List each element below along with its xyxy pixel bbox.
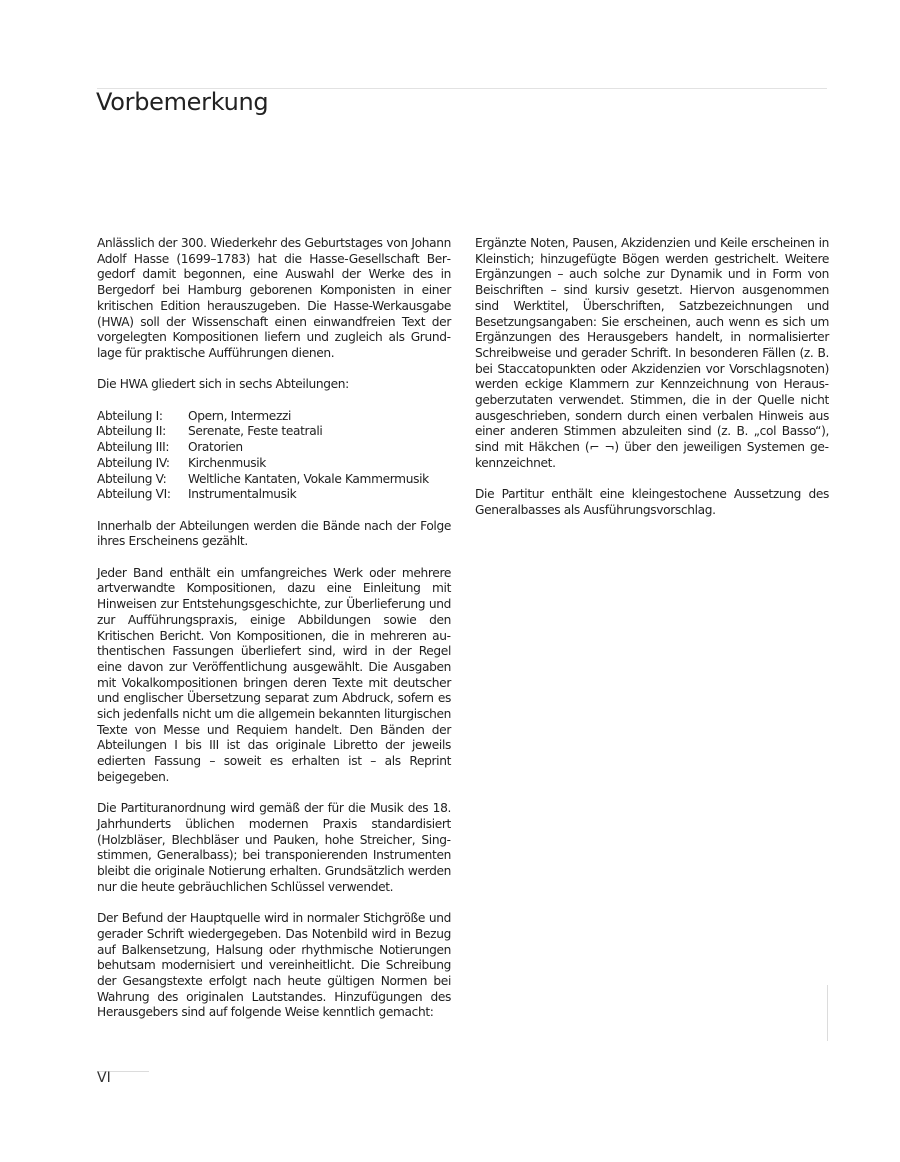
division-row bbox=[97, 472, 451, 488]
divisions-list bbox=[97, 409, 451, 503]
main-source-paragraph: Der Befund der Hauptquelle wird in normaler Stichgröße und gerader Schrift wiedergegeben. Das Notenbild wird in Bezug auf Balkensetzung, Halsung oder rhythmische Notierungen behutsam modernisiert und vereinheitlicht. Die Schreibung der Gesangstexte erfolgt nach heute gültigen Normen bei Wahrung des originalen Lautstandes. Hinzufügungen des Herausgebers sind auf folgende Weise kenntlich gemacht: bbox=[97, 911, 451, 1020]
division-row bbox=[97, 440, 451, 456]
score-order-paragraph: Die Partituranordnung wird gemäß der für die Musik des 18. Jahrhunderts üblichen modernen Praxis standardisiert (Holzbläser, Blechbläser und Pauken, hohe Streicher, Singstimmen, Generalbass); bei transponierenden Instrumenten bleibt die originale Notierung erhalten. Grundsätzlich werden nur die heute gebräuchlichen Schlüssel verwendet. bbox=[97, 801, 451, 894]
division-label: Abteilung III: bbox=[97, 440, 170, 455]
right-column bbox=[475, 236, 829, 534]
division-row bbox=[97, 456, 451, 472]
left-column bbox=[97, 236, 451, 1037]
division-value: Instrumentalmusik bbox=[188, 487, 297, 502]
division-label: Abteilung VI: bbox=[97, 487, 171, 502]
division-label: Abteilung IV: bbox=[97, 455, 170, 470]
division-row bbox=[97, 487, 451, 503]
margin-rule bbox=[827, 985, 828, 1041]
volume-numbering-paragraph: Innerhalb der Abteilungen werden die Bände nach der Folge ihres Erscheinens gezählt. bbox=[97, 518, 451, 549]
division-label: Abteilung V: bbox=[97, 471, 167, 486]
page-number: VI bbox=[97, 1070, 111, 1086]
division-label: Abteilung I: bbox=[97, 408, 163, 423]
division-value: Serenate, Feste teatrali bbox=[188, 424, 323, 439]
division-value: Opern, Intermezzi bbox=[188, 408, 292, 423]
page-title: Vorbemerkung bbox=[96, 88, 269, 116]
division-value: Kirchenmusik bbox=[188, 455, 266, 470]
division-row bbox=[97, 424, 451, 440]
additions-paragraph: Ergänzte Noten, Pausen, Akzidenzien und Keile erscheinen in Kleinstich; hinzugefügte Bögen werden gestrichelt. Weitere Ergänzungen – auch solche zur Dynamik und in Form von Beischriften – sind kursiv gesetzt. Hiervon ausgenommen sind Werktitel, Überschriften, Satzbezeichnungen und Besetzungsangaben: Sie erscheinen, auch wenn es sich um Ergänzungen des Herausgebers handelt, in normalisierter Schreibweise und gerader Schrift. In besonderen Fällen (z. B. bei Staccatopunkten oder Akzidenzien vor Vorschlagsnoten) werden eckige Klammern zur Kennzeichnung von Herausgeberzutaten verwendet. Stimmen, die in der Quelle nicht ausgeschrieben, sondern durch einen verbalen Hinweis aus einer anderen Stimmen abzuleiten sind (z. B. „col Basso“), sind mit Häkchen (⌐ ¬) über den jeweiligen Systemen gekennzeichnet. bbox=[475, 236, 829, 470]
division-value: Oratorien bbox=[188, 440, 243, 455]
division-row bbox=[97, 409, 451, 425]
volume-content-paragraph: Jeder Band enthält ein umfangreiches Werk oder mehrere artverwandte Kompositionen, dazu eine Einleitung mit Hinweisen zur Entstehungsgeschichte, zur Überlieferung und zur Aufführungspraxis, einige Abbildungen sowie den Kritischen Bericht. Von Kompositionen, die in mehreren authentischen Fassungen überliefert sind, wird in der Regel eine davon zur Veröffentlichung ausgewählt. Die Ausgaben mit Vokalkompositionen bringen deren Texte mit deutscher und englischer Übersetzung separat zum Abdruck, sofern es sich jedenfalls nicht um die allgemein bekannten liturgischen Texte von Messe und Requiem handelt. Den Bänden der Abteilungen I bis III ist das originale Libretto der jeweils edierten Fassung – soweit es erhalten ist – als Reprint beigegeben. bbox=[97, 565, 451, 784]
division-value: Weltliche Kantaten, Vokale Kammermusik bbox=[188, 471, 429, 486]
divisions-intro: Die HWA gliedert sich in sechs Abteilungen: bbox=[97, 377, 349, 392]
continuo-paragraph: Die Partitur enthält eine kleingestochene Aussetzung des Generalbasses als Ausführungsvorschlag. bbox=[475, 487, 829, 517]
division-label: Abteilung II: bbox=[97, 424, 166, 439]
intro-paragraph: Anlässlich der 300. Wiederkehr des Geburtstages von Johann Adolf Hasse (1699–1783) hat die Hasse-Gesellschaft Bergedorf damit begonnen, eine Auswahl der Werke des in Bergedorf bei Hamburg geborenen Komponisten in einer kritischen Edition herauszugeben. Die Hasse-Werkausgabe (HWA) soll der Wissenschaft einen einwandfreien Text der vorgelegten Kompositionen liefern und zugleich als Grundlage für praktische Aufführungen dienen. bbox=[97, 236, 451, 360]
